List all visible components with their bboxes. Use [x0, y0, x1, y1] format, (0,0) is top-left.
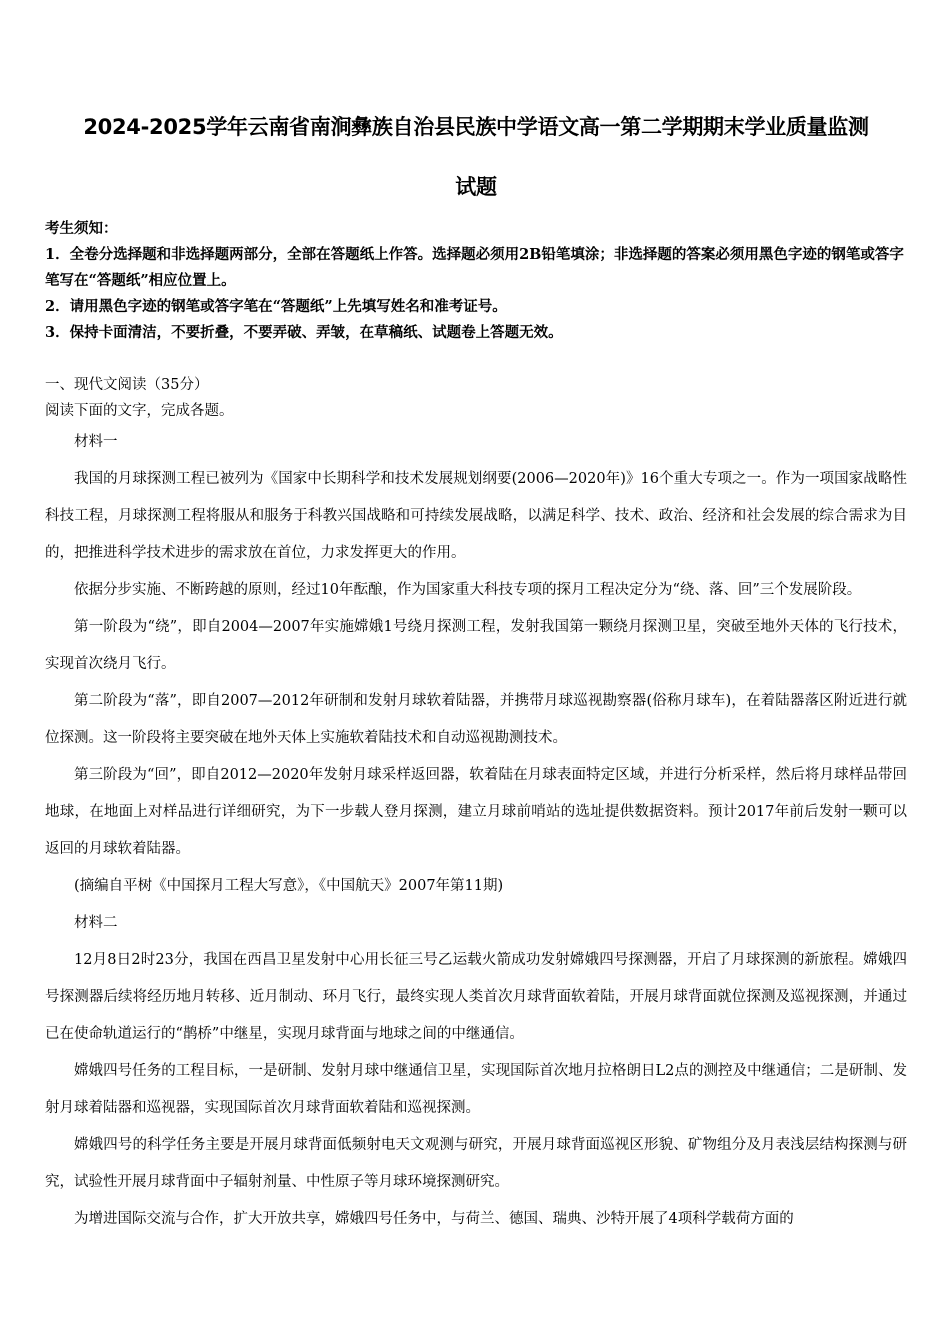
notice-heading: 考生须知： [45, 220, 118, 237]
material-1-paragraph: 依据分步实施、不断跨越的原则，经过10年酝酿，作为国家重大科技专项的探月工程决定分为“绕、落、回”三个发展阶段。 [74, 582, 862, 598]
notice-item-1: 1．全卷分选择题和非选择题两部分，全部在答题纸上作答。选择题必须用2B铅笔填涂；非选择题的答案必须用黑色字迹的钢笔或答字笔写在“答题纸”相应位置上。 [45, 246, 904, 289]
material-1-paragraph: 第一阶段为“绕”，即自2004—2007年实施嫦娥1号绕月探测工程，发射我国第一颗绕月探测卫星，突破至地外天体的飞行技术，实现首次绕月飞行。 [45, 619, 907, 672]
material-2-paragraph: 为增进国际交流与合作，扩大开放共享，嫦娥四号任务中，与荷兰、德国、瑞典、沙特开展了4项科学载荷方面的 [74, 1211, 794, 1227]
material-1-source: (摘编自平树《中国探月工程大写意》，《中国航天》2007年第11期) [74, 878, 504, 894]
material-2-paragraph: 嫦娥四号的科学任务主要是开展月球背面低频射电天文观测与研究，开展月球背面巡视区形貌、矿物组分及月表浅层结构探测与研究，试验性开展月球背面中子辐射剂量、中性原子等月球环境探测研究。 [45, 1137, 907, 1190]
section-instruction: 阅读下面的文字，完成各题。 [45, 403, 234, 419]
material-1-paragraph: 第三阶段为“回”，即自2012—2020年发射月球采样返回器，软着陆在月球表面特定区域，并进行分析采样，然后将月球样品带回地球，在地面上对样品进行详细研究，为下一步载人登月探测，建立月球前哨站的选址提供数据资料。预计2017年前后发射一颗可以返回的月球软着陆器。 [45, 767, 907, 857]
notice-item-2: 2．请用黑色字迹的钢笔或答字笔在“答题纸”上先填写姓名和准考证号。 [45, 298, 507, 315]
material-1-paragraph: 第二阶段为“落”，即自2007—2012年研制和发射月球软着陆器，并携带月球巡视勘察器(俗称月球车)，在着陆器落区附近进行就位探测。这一阶段将主要突破在地外天体上实施软着陆技术和自动巡视勘测技术。 [45, 693, 907, 746]
reading-passage [45, 424, 907, 1238]
exam-notice [45, 216, 907, 346]
exam-title-line-1: 2024-2025学年云南省南涧彝族自治县民族中学语文高一第二学期期末学业质量监测 [83, 115, 869, 139]
material-1-label: 材料一 [74, 434, 118, 450]
exam-page [45, 0, 907, 1238]
notice-item-3: 3．保持卡面清洁，不要折叠，不要弄破、弄皱，在草稿纸、试题卷上答题无效。 [45, 324, 563, 341]
material-2-paragraph: 嫦娥四号任务的工程目标，一是研制、发射月球中继通信卫星，实现国际首次地月拉格朗日L2点的测控及中继通信；二是研制、发射月球着陆器和巡视器，实现国际首次月球背面软着陆和巡视探测。 [45, 1063, 907, 1116]
material-2-paragraph: 12月8日2时23分，我国在西昌卫星发射中心用长征三号乙运载火箭成功发射嫦娥四号探测器，开启了月球探测的新旅程。嫦娥四号探测器后续将经历地月转移、近月制动、环月飞行，最终实现人类首次月球背面软着陆，开展月球背面就位探测及巡视探测，并通过已在使命轨道运行的“鹊桥”中继星，实现月球背面与地球之间的中继通信。 [45, 952, 907, 1042]
material-1-paragraph: 我国的月球探测工程已被列为《国家中长期科学和技术发展规划纲要(2006—2020年)》16个重大专项之一。作为一项国家战略性科技工程，月球探测工程将服从和服务于科教兴国战略和可持续发展战略，以满足科学、技术、政治、经济和社会发展的综合需求为目的，把推进科学技术进步的需求放在首位，力求发挥更大的作用。 [45, 471, 907, 561]
material-2-label: 材料二 [74, 915, 118, 931]
exam-title-line-2: 试题 [455, 175, 497, 199]
section-heading: 一、现代文阅读（35分） [45, 377, 209, 393]
